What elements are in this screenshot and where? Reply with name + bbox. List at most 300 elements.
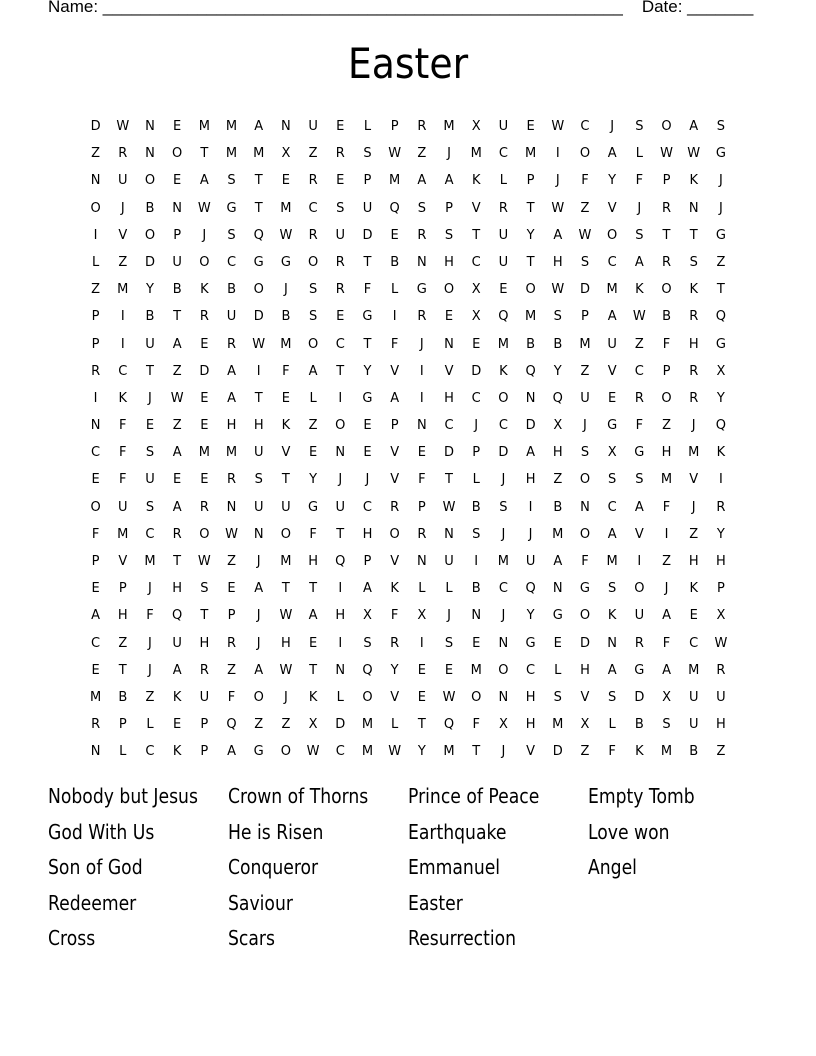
- grid-letter: S: [227, 227, 236, 243]
- grid-letter: S: [308, 282, 318, 298]
- grid-letter: U: [362, 200, 373, 216]
- grid-letter: A: [662, 608, 671, 624]
- grid-letter: M: [225, 445, 238, 461]
- grid-letter: L: [635, 146, 643, 162]
- grid-letter: B: [145, 309, 155, 325]
- grid-letter: T: [526, 254, 535, 270]
- grid-letter: N: [444, 336, 454, 352]
- grid-letter: J: [691, 499, 696, 515]
- grid-letter: J: [501, 526, 506, 542]
- grid-letter: I: [338, 581, 343, 597]
- grid-letter: Z: [91, 282, 101, 298]
- page-title: Easter: [347, 39, 469, 88]
- grid-letter: I: [338, 635, 343, 651]
- grid-letter: S: [608, 689, 617, 705]
- grid-letter: M: [443, 119, 455, 134]
- grid-letter: V: [444, 363, 454, 379]
- grid-letter: Z: [227, 554, 236, 569]
- grid-letter: Y: [553, 363, 562, 379]
- grid-letter: O: [498, 662, 509, 678]
- grid-letter: L: [472, 472, 480, 488]
- grid-letter: O: [307, 254, 319, 270]
- grid-letter: Z: [145, 689, 155, 705]
- grid-letter: J: [664, 581, 669, 597]
- grid-letter: S: [145, 499, 155, 515]
- grid-letter: K: [716, 445, 726, 461]
- grid-letter: B: [281, 309, 291, 325]
- grid-letter: A: [308, 608, 318, 624]
- grid-letter: H: [444, 390, 454, 406]
- grid-letter: R: [417, 309, 427, 325]
- grid-letter: Z: [308, 418, 318, 434]
- grid-letter: Z: [662, 418, 671, 434]
- grid-letter: F: [635, 173, 644, 189]
- grid-letter: U: [688, 689, 699, 705]
- grid-letter: N: [335, 445, 346, 461]
- grid-letter: V: [390, 689, 400, 705]
- grid-letter: K: [390, 581, 399, 597]
- word-bank-item: He is Risen: [228, 819, 324, 844]
- grid-row: [82, 684, 742, 711]
- grid-letter: K: [635, 282, 644, 298]
- word-bank-item: Empty Tomb: [588, 784, 695, 808]
- grid-letter: Q: [552, 390, 563, 406]
- grid-letter: G: [226, 200, 237, 216]
- grid-letter: H: [335, 608, 346, 624]
- word-bank-item: Conqueror: [228, 855, 319, 880]
- grid-letter: T: [689, 227, 698, 243]
- grid-letter: D: [579, 635, 590, 651]
- grid-letter: J: [610, 119, 615, 134]
- grid-letter: M: [524, 146, 537, 162]
- grid-row: [82, 276, 742, 303]
- grid-letter: M: [225, 146, 238, 162]
- grid-letter: P: [662, 363, 671, 379]
- grid-row: [82, 412, 742, 439]
- grid-letter: A: [444, 173, 454, 189]
- grid-letter: D: [90, 119, 101, 134]
- grid-letter: C: [145, 526, 155, 542]
- grid-letter: S: [308, 309, 318, 325]
- grid-letter: C: [689, 635, 699, 651]
- grid-letter: F: [227, 689, 236, 705]
- grid-letter: F: [635, 418, 644, 434]
- grid-letter: W: [388, 146, 402, 162]
- grid-letter: S: [635, 227, 644, 243]
- grid-letter: H: [308, 554, 318, 569]
- grid-letter: R: [227, 635, 237, 651]
- grid-letter: T: [118, 662, 127, 678]
- grid-letter: C: [335, 336, 345, 352]
- grid-letter: C: [634, 363, 644, 379]
- grid-row: [82, 167, 742, 194]
- grid-letter: A: [91, 608, 101, 624]
- grid-letter: E: [200, 336, 209, 352]
- grid-letter: Z: [580, 200, 590, 216]
- grid-letter: V: [390, 554, 400, 569]
- grid-letter: L: [499, 173, 508, 189]
- grid-letter: R: [662, 200, 672, 216]
- grid-letter: E: [553, 635, 562, 651]
- grid-letter: V: [634, 526, 644, 542]
- grid-letter: O: [579, 608, 591, 624]
- grid-letter: R: [689, 309, 699, 325]
- grid-letter: F: [472, 717, 480, 733]
- grid-letter: U: [580, 390, 590, 406]
- grid-letter: X: [553, 418, 563, 434]
- grid-letter: C: [498, 146, 508, 162]
- grid-letter: O: [634, 581, 645, 597]
- grid-letter: U: [172, 635, 182, 651]
- grid-letter: R: [199, 309, 209, 325]
- grid-letter: J: [338, 472, 343, 488]
- grid-letter: N: [90, 173, 101, 189]
- grid-letter: X: [498, 717, 508, 733]
- grid-letter: N: [416, 418, 427, 434]
- grid-letter: R: [716, 499, 726, 515]
- word-bank-item: Easter: [408, 890, 463, 915]
- grid-letter: F: [662, 499, 671, 515]
- grid-letter: G: [607, 418, 618, 434]
- grid-letter: K: [607, 608, 617, 624]
- grid-letter: Z: [716, 254, 726, 270]
- grid-letter: Z: [689, 526, 699, 542]
- grid-letter: L: [309, 390, 317, 406]
- word-bank-item: Crown of Thorns: [228, 784, 369, 808]
- grid-letter: G: [253, 744, 264, 760]
- grid-letter: R: [91, 363, 101, 379]
- grid-letter: P: [581, 309, 589, 325]
- grid-row: [82, 630, 742, 657]
- grid-letter: K: [172, 689, 182, 705]
- grid-letter: C: [91, 445, 101, 461]
- grid-letter: B: [227, 282, 236, 298]
- grid-letter: A: [363, 581, 372, 597]
- grid-letter: S: [608, 472, 617, 488]
- grid-letter: H: [362, 526, 373, 542]
- word-bank-item: Son of God: [48, 855, 143, 880]
- grid-letter: A: [607, 526, 617, 542]
- grid-letter: J: [148, 635, 152, 651]
- grid-letter: R: [662, 254, 672, 270]
- grid-letter: X: [471, 309, 481, 325]
- grid-letter: O: [525, 282, 536, 298]
- grid-letter: A: [634, 254, 644, 270]
- grid-letter: W: [197, 200, 211, 216]
- grid-letter: G: [362, 390, 373, 406]
- grid-letter: S: [553, 309, 562, 325]
- grid-letter: Q: [525, 581, 536, 597]
- grid-letter: O: [253, 689, 264, 705]
- grid-letter: T: [336, 363, 345, 379]
- grid-letter: R: [498, 200, 508, 216]
- grid-letter: I: [419, 390, 424, 406]
- grid-row: [82, 113, 742, 140]
- grid-letter: A: [553, 227, 563, 243]
- grid-letter: U: [145, 472, 155, 488]
- grid-letter: T: [363, 254, 372, 270]
- grid-letter: M: [606, 554, 618, 569]
- grid-letter: C: [607, 499, 617, 515]
- grid-letter: O: [335, 418, 346, 434]
- grid-letter: E: [417, 662, 426, 678]
- grid-letter: O: [280, 744, 292, 760]
- grid-letter: J: [583, 418, 587, 434]
- grid-letter: M: [606, 282, 618, 298]
- grid-letter: C: [498, 418, 508, 434]
- grid-letter: Y: [145, 282, 154, 298]
- grid-letter: O: [579, 526, 591, 542]
- grid-letter: Q: [525, 363, 536, 379]
- grid-letter: S: [553, 689, 562, 705]
- grid-letter: T: [173, 554, 182, 569]
- grid-letter: L: [336, 689, 344, 705]
- grid-letter: N: [498, 689, 509, 705]
- grid-letter: J: [283, 282, 288, 298]
- grid-letter: W: [442, 499, 456, 515]
- grid-letter: W: [578, 227, 592, 243]
- grid-letter: V: [118, 554, 128, 569]
- grid-letter: U: [118, 173, 128, 189]
- grid-letter: U: [335, 227, 346, 243]
- grid-letter: N: [335, 662, 346, 678]
- grid-letter: Y: [309, 472, 318, 488]
- grid-letter: U: [335, 499, 346, 515]
- grid-letter: Q: [226, 717, 237, 733]
- grid-letter: E: [363, 445, 372, 461]
- grid-letter: Q: [362, 662, 373, 678]
- grid-letter: O: [661, 390, 672, 406]
- grid-letter: W: [279, 227, 293, 243]
- grid-letter: T: [526, 200, 535, 216]
- grid-letter: X: [580, 717, 590, 733]
- grid-letter: U: [172, 254, 182, 270]
- grid-letter: T: [254, 390, 263, 406]
- grid-letter: N: [525, 390, 536, 406]
- grid-letter: M: [660, 744, 673, 760]
- grid-letter: R: [417, 119, 427, 134]
- grid-letter: K: [118, 390, 128, 406]
- grid-letter: O: [253, 282, 264, 298]
- grid-letter: U: [226, 309, 237, 325]
- grid-letter: R: [417, 526, 427, 542]
- grid-letter: M: [361, 744, 374, 760]
- grid-letter: O: [443, 282, 455, 298]
- grid-letter: R: [308, 227, 318, 243]
- grid-letter: W: [660, 146, 673, 162]
- grid-letter: R: [199, 499, 209, 515]
- grid-letter: N: [552, 581, 563, 597]
- grid-letter: J: [718, 173, 723, 189]
- word-bank-item: Nobody but Jesus: [48, 784, 198, 808]
- grid-letter: D: [144, 254, 155, 270]
- grid-letter: S: [363, 635, 372, 651]
- grid-letter: I: [392, 309, 397, 325]
- grid-letter: H: [716, 554, 726, 569]
- grid-letter: M: [660, 472, 673, 488]
- grid-letter: V: [607, 200, 617, 216]
- grid-letter: I: [419, 635, 424, 651]
- grid-letter: R: [417, 227, 427, 243]
- grid-letter: S: [417, 200, 426, 216]
- grid-letter: M: [361, 717, 374, 733]
- grid-letter: W: [306, 744, 320, 760]
- grid-letter: H: [688, 336, 699, 352]
- grid-letter: F: [608, 744, 616, 760]
- date-label: Date:: [641, 0, 688, 16]
- grid-letter: K: [308, 689, 318, 705]
- grid-row: [82, 140, 742, 167]
- grid-letter: X: [471, 119, 481, 134]
- grid-letter: U: [253, 445, 264, 461]
- grid-letter: C: [226, 254, 237, 270]
- grid-letter: C: [335, 744, 345, 760]
- grid-letter: A: [634, 499, 644, 515]
- grid-letter: M: [280, 554, 292, 569]
- word-bank-item: Angel: [588, 855, 637, 880]
- grid-letter: G: [308, 499, 319, 515]
- grid-letter: N: [444, 526, 454, 542]
- grid-letter: D: [362, 227, 373, 243]
- grid-letter: T: [716, 282, 725, 298]
- grid-letter: F: [390, 336, 399, 352]
- grid-row: [82, 249, 742, 276]
- grid-letter: J: [148, 581, 152, 597]
- grid-letter: S: [635, 119, 644, 134]
- grid-letter: L: [391, 717, 399, 733]
- grid-letter: Q: [253, 227, 264, 243]
- grid-letter: K: [689, 282, 698, 298]
- grid-letter: Y: [526, 608, 535, 624]
- grid-letter: L: [363, 119, 372, 134]
- grid-letter: E: [608, 390, 617, 406]
- grid-letter: C: [580, 119, 590, 134]
- grid-letter: I: [474, 554, 479, 569]
- grid-letter: P: [118, 581, 127, 597]
- name-label: Name:: [48, 0, 103, 16]
- grid-letter: N: [416, 554, 427, 569]
- grid-letter: M: [198, 119, 210, 134]
- grid-letter: L: [391, 282, 399, 298]
- grid-letter: P: [662, 173, 671, 189]
- grid-letter: Q: [335, 554, 346, 569]
- grid-letter: E: [200, 390, 209, 406]
- grid-letter: P: [118, 717, 127, 733]
- grid-letter: N: [145, 119, 155, 134]
- grid-row: [82, 602, 742, 629]
- grid-letter: E: [173, 119, 182, 134]
- grid-letter: I: [419, 363, 424, 379]
- grid-row: [82, 466, 742, 493]
- grid-letter: J: [148, 662, 152, 678]
- grid-letter: M: [280, 336, 292, 352]
- grid-letter: C: [444, 418, 454, 434]
- grid-letter: M: [443, 744, 455, 760]
- grid-letter: Q: [715, 418, 727, 434]
- grid-letter: A: [227, 390, 236, 406]
- grid-letter: E: [336, 309, 345, 325]
- grid-letter: E: [444, 662, 454, 678]
- grid-letter: R: [335, 282, 345, 298]
- grid-row: [82, 575, 742, 602]
- grid-letter: F: [146, 608, 154, 624]
- grid-letter: U: [498, 119, 509, 134]
- grid-letter: H: [525, 689, 536, 705]
- grid-letter: A: [254, 581, 264, 597]
- grid-letter: R: [335, 146, 345, 162]
- grid-letter: H: [688, 554, 699, 569]
- grid-letter: R: [199, 662, 209, 678]
- grid-letter: U: [253, 499, 264, 515]
- grid-letter: X: [363, 608, 372, 624]
- grid-letter: O: [498, 390, 509, 406]
- grid-letter: H: [525, 717, 536, 733]
- grid-letter: V: [281, 445, 291, 461]
- grid-letter: G: [416, 282, 427, 298]
- grid-letter: F: [662, 336, 671, 352]
- grid-row: [82, 385, 742, 412]
- grid-letter: N: [172, 200, 183, 216]
- header-line: [48, 0, 753, 18]
- grid-letter: J: [419, 336, 424, 352]
- grid-letter: E: [336, 173, 345, 189]
- grid-row: [82, 738, 742, 765]
- grid-letter: N: [281, 119, 291, 134]
- grid-letter: Q: [498, 309, 509, 325]
- grid-letter: O: [144, 173, 156, 189]
- grid-letter: E: [173, 472, 182, 488]
- grid-letter: L: [445, 581, 453, 597]
- grid-letter: P: [363, 554, 372, 569]
- grid-row: [82, 195, 742, 222]
- grid-letter: H: [253, 418, 264, 434]
- grid-letter: T: [200, 608, 209, 624]
- grid-row: [82, 303, 742, 330]
- grid-letter: U: [498, 227, 509, 243]
- grid-letter: R: [716, 662, 726, 678]
- grid-letter: H: [552, 254, 563, 270]
- grid-letter: Z: [634, 336, 644, 352]
- grid-letter: E: [91, 472, 100, 488]
- grid-letter: P: [91, 336, 100, 352]
- grid-letter: S: [662, 717, 671, 733]
- grid-letter: E: [336, 119, 345, 134]
- grid-letter: J: [555, 173, 560, 189]
- grid-letter: V: [390, 472, 400, 488]
- grid-letter: C: [607, 254, 617, 270]
- grid-letter: I: [256, 363, 261, 379]
- word-bank-item: Prince of Peace: [408, 784, 540, 808]
- grid-letter: H: [716, 717, 726, 733]
- grid-letter: R: [91, 717, 101, 733]
- grid-letter: M: [117, 282, 129, 298]
- grid-letter: V: [471, 200, 481, 216]
- grid-letter: J: [501, 608, 506, 624]
- grid-letter: T: [662, 227, 671, 243]
- word-bank-item: Love won: [588, 819, 670, 844]
- grid-letter: I: [338, 390, 343, 406]
- grid-letter: M: [497, 336, 510, 352]
- grid-letter: E: [173, 717, 182, 733]
- grid-letter: O: [607, 227, 618, 243]
- grid-letter: I: [528, 499, 533, 515]
- grid-letter: M: [253, 146, 265, 162]
- word-bank-item: Resurrection: [408, 926, 517, 951]
- grid-letter: B: [145, 200, 155, 216]
- grid-letter: J: [474, 418, 479, 434]
- grid-letter: P: [200, 717, 209, 733]
- grid-letter: Z: [417, 146, 427, 162]
